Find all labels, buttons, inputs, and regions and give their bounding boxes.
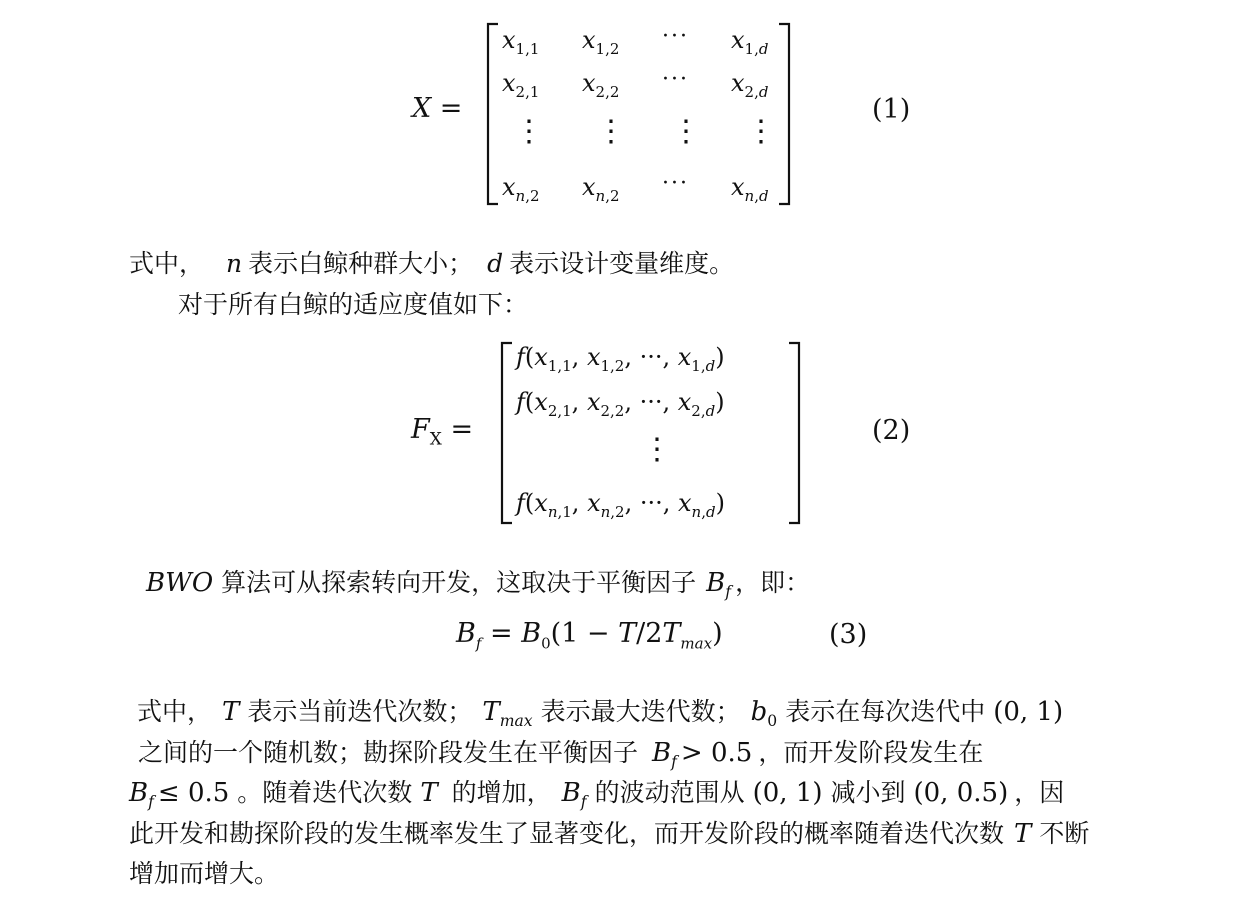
- para2-text-end: ，即：: [735, 568, 811, 597]
- eq2-lhs: $F_X$ =: [411, 414, 474, 450]
- eq1-cell-3-1: ⋮: [514, 114, 544, 149]
- eq2-row-3: ⋮: [642, 432, 672, 467]
- para3-line2: 之间的一个随机数；勘探阶段发生在平衡因子 $B_f > 0.5$ ，而开发阶段发生在: [138, 738, 984, 772]
- para1-text-d: 表示设计变量维度。: [509, 249, 735, 278]
- interval-01: (0, 1): [993, 697, 1064, 727]
- para3-line1: 式中， T 表示当前迭代次数； $T_{max}$ 表示最大迭代数； $b_0$ 表示在每次迭代中 (0, 1): [137, 697, 1064, 731]
- bf-cond2: $B_f$: [129, 778, 154, 812]
- para2-text: 算法可从探索转向开发，这取决于平衡因子: [221, 568, 697, 597]
- eq1-cell-1-3: ···: [662, 24, 689, 49]
- var-Tmax: $T_{max}$: [482, 697, 533, 731]
- eq1-cell-2-2: $x_{2,2}$: [582, 69, 620, 101]
- eq1-cell-2-3: ···: [662, 67, 689, 92]
- eq2-right-bracket: [786, 341, 802, 525]
- eq1-right-bracket: [776, 22, 792, 206]
- eq2-row-4: $f(x_{n,1}$, $x_{n,2}$, ···, $x_{n,d}$): [516, 489, 725, 521]
- eq1-number: (1): [872, 94, 911, 125]
- eq2-number: (2): [872, 415, 911, 446]
- eq3-number: (3): [829, 619, 868, 650]
- var-n: n: [226, 249, 243, 278]
- var-T: T: [222, 697, 240, 727]
- para3-line3: $B_f \le 0.5$ 。随着迭代次数 T 的增加， $B_f$ 的波动范围从 (0, 1) 减小到 (0, 0.5) ，因: [129, 778, 1065, 812]
- eq1-cell-3-2: ⋮: [596, 114, 626, 149]
- eq1-cell-1-2: $x_{1,2}$: [582, 26, 620, 58]
- eq2-row-2: $f(x_{2,1}$, $x_{2,2}$, ···, $x_{2,d}$): [516, 388, 725, 420]
- eq1-cell-1-1: $x_{1,1}$: [502, 26, 540, 58]
- var-d: d: [487, 249, 504, 278]
- eq1-cell-4-4: $x_{n,d}$: [731, 173, 769, 205]
- eq3-formula: $B_f = B_0(1 - T/2T_{max})$: [456, 618, 723, 653]
- eq1-cell-4-2: $x_{n,2}$: [582, 173, 620, 205]
- para1-text-n: 表示白鲸种群大小；: [248, 249, 474, 278]
- para2-line: [146, 563, 810, 601]
- bwo-label: BWO: [146, 568, 214, 598]
- bf-symbol: $B_f$: [706, 568, 732, 602]
- eq1-lhs: X =: [412, 93, 463, 124]
- eq1-cell-2-4: $x_{2,d}$: [731, 69, 769, 101]
- para3-line5: 增加而增大。: [129, 859, 280, 888]
- para1-line1: [129, 244, 734, 280]
- para3-line4: 此开发和勘探阶段的发生概率发生了显著变化，而开发阶段的概率随着迭代次数 T 不断: [129, 819, 1090, 849]
- eq1-cell-4-3: ···: [662, 171, 689, 196]
- bf-cond1: $B_f$: [652, 738, 677, 772]
- eq1-cell-3-4: ⋮: [746, 114, 776, 149]
- eq1-cell-3-3: ⋮: [671, 114, 701, 149]
- para1-line2: 对于所有白鲸的适应度值如下：: [178, 290, 529, 319]
- eq2-row-1: $f(x_{1,1}$, $x_{1,2}$, ···, $x_{1,d}$): [516, 343, 725, 375]
- eq1-cell-1-4: $x_{1,d}$: [731, 26, 769, 58]
- interval-005: (0, 0.5): [913, 778, 1009, 808]
- eq1-cell-4-1: $x_{n,2}$: [502, 173, 540, 205]
- para1-prefix: 式中，: [129, 249, 205, 278]
- var-b0: $b_0$: [750, 697, 778, 731]
- eq1-left-bracket: [485, 22, 501, 206]
- eq1-cell-2-1: $x_{2,1}$: [502, 69, 540, 101]
- eq2-left-bracket: [499, 341, 515, 525]
